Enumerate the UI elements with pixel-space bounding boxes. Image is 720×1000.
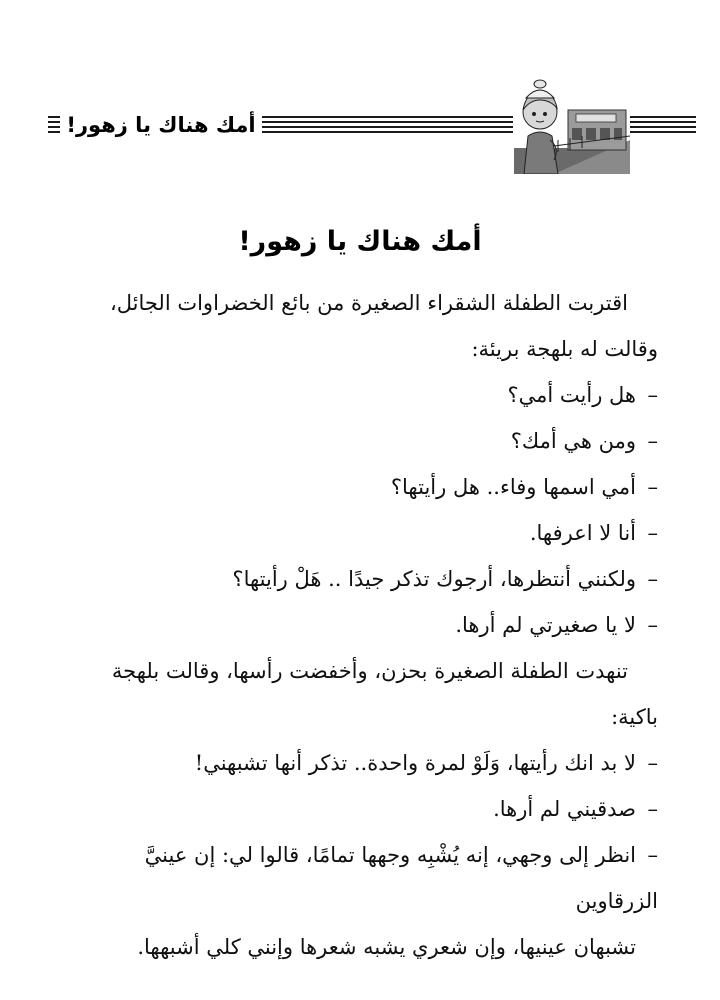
girl-and-shop-illustration-icon	[514, 78, 630, 174]
paragraph-1-line-2: وقالت له بلهجة بريئة:	[471, 337, 658, 361]
dialog-dash: –	[647, 797, 658, 821]
dialog-dash: –	[647, 429, 658, 453]
dialog-text: ومن هي أمك؟	[510, 429, 636, 453]
header-title: أمك هناك يا زهور!	[66, 113, 256, 137]
dialog-dash: –	[647, 567, 658, 591]
dialog-text: هل رأيت أمي؟	[507, 383, 636, 407]
page-header	[0, 78, 720, 174]
dialog-text: ولكنني أنتظرها، أرجوك تذكر جيدًا .. هَلْ رأيتها؟	[232, 567, 636, 591]
dialog-line	[62, 510, 658, 556]
paragraph-2-line-1: تنهدت الطفلة الصغيرة بحزن، وأخفضت رأسها، وقالت بلهجة	[111, 659, 628, 683]
dialog-text: لا بد انك رأيتها، وَلَوْ لمرة واحدة.. تذكر أنها تشبهني!	[194, 751, 636, 775]
story-body	[62, 280, 658, 970]
dialog-text: انظر إلى وجهي، إنه يُشْبِه وجهها تمامًا، قالوا لي: إن عينيَّ الزرقاوين	[144, 843, 658, 913]
dialog-dash: –	[647, 475, 658, 499]
dialog-text: صدقيني لم أرها.	[493, 797, 636, 821]
dialog-dash: –	[647, 383, 658, 407]
dialog-dash: –	[647, 843, 658, 867]
dialog-text: لا يا صغيرتي لم أرها.	[455, 613, 636, 637]
dialog-line	[62, 372, 658, 418]
paragraph-2-line-2: باكية:	[611, 705, 658, 729]
dialog-line	[62, 556, 658, 602]
header-rule-middle	[262, 116, 513, 133]
dialog-line	[62, 832, 658, 924]
dialog-dash: –	[647, 521, 658, 545]
dialog-text: أنا لا اعرفها.	[529, 521, 636, 545]
paragraph-1-line-1: اقتربت الطفلة الشقراء الصغيرة من بائع الخضراوات الجائل،	[109, 291, 628, 315]
dialog-continuation: تشبهان عينيها، وإن شعري يشبه شعرها وإنني كلي أشبهها.	[137, 935, 636, 959]
dialog-dash: –	[647, 613, 658, 637]
header-rule-right	[630, 116, 696, 133]
dialog-line	[62, 602, 658, 648]
dialog-line	[62, 418, 658, 464]
dialog-text: أمي اسمها وفاء.. هل رأيتها؟	[390, 475, 636, 499]
dialog-dash: –	[647, 751, 658, 775]
story-title: أمك هناك يا زهور!	[238, 226, 482, 257]
dialog-line	[62, 740, 658, 786]
dialog-line	[62, 786, 658, 832]
header-rule-left	[48, 116, 60, 133]
dialog-line	[62, 464, 658, 510]
